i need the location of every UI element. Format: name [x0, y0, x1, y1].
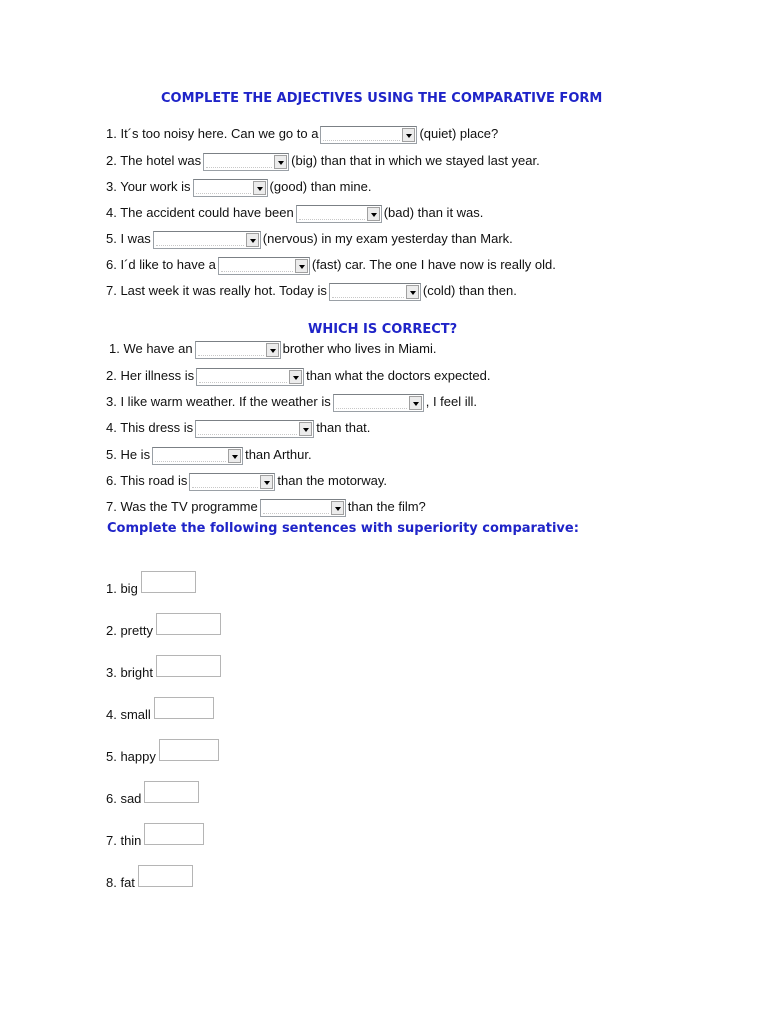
section-2-item-2 [106, 367, 490, 386]
section-1-title: COMPLETE THE ADJECTIVES USING THE COMPARATIVE FORM [161, 91, 603, 106]
sentence-start: 7. Last week it was really hot. Today is [106, 283, 327, 298]
answer-dropdown[interactable] [195, 341, 281, 359]
sentence-start: 6. This road is [106, 473, 188, 488]
section-2-item-7 [106, 498, 426, 517]
sentence-start: 1. We have an [109, 341, 193, 356]
section-3-item-2 [106, 619, 221, 641]
answer-dropdown[interactable] [203, 153, 289, 171]
chevron-down-icon [228, 449, 241, 463]
section-3-item-6 [106, 787, 199, 809]
sentence-end: (big) than that in which we stayed last year. [291, 153, 540, 168]
section-1-item-5 [106, 230, 513, 249]
answer-dropdown[interactable] [152, 447, 243, 465]
section-3-item-1 [106, 577, 196, 599]
answer-dropdown[interactable] [196, 368, 304, 386]
sentence-end: than what the doctors expected. [306, 368, 491, 383]
sentence-end: than Arthur. [245, 447, 312, 462]
word-label: 5. happy [106, 749, 156, 764]
answer-dropdown[interactable] [189, 473, 275, 491]
section-2-item-4 [106, 419, 370, 438]
word-label: 3. bright [106, 665, 153, 680]
answer-input[interactable] [154, 697, 214, 719]
section-3-title: Complete the following sentences with superiority comparative: [107, 521, 579, 536]
sentence-end: (nervous) in my exam yesterday than Mark. [262, 231, 513, 246]
sentence-start: 7. Was the TV programme [106, 499, 258, 514]
chevron-down-icon [367, 207, 380, 221]
answer-dropdown[interactable] [260, 499, 346, 517]
section-1-item-4 [106, 204, 483, 223]
chevron-down-icon [331, 501, 344, 515]
sentence-end: , I feel ill. [425, 394, 478, 409]
sentence-end: (fast) car. The one I have now is really old. [311, 257, 556, 272]
chevron-down-icon [299, 422, 312, 436]
answer-input[interactable] [144, 823, 204, 845]
answer-input[interactable] [141, 571, 196, 593]
section-1-item-6 [106, 256, 556, 275]
chevron-down-icon [253, 181, 266, 195]
chevron-down-icon [402, 128, 415, 142]
chevron-down-icon [266, 343, 279, 357]
word-label: 7. thin [106, 833, 142, 848]
section-2-item-5 [106, 446, 312, 465]
chevron-down-icon [295, 259, 308, 273]
section-1-item-1 [106, 125, 498, 144]
sentence-start: 2. The hotel was [106, 153, 202, 168]
sentence-start: 3. I like warm weather. If the weather is [106, 394, 331, 409]
sentence-end: (bad) than it was. [383, 205, 484, 220]
word-label: 2. pretty [106, 623, 153, 638]
section-2-title: WHICH IS CORRECT? [308, 322, 458, 337]
sentence-end: than that. [316, 420, 371, 435]
chevron-down-icon [246, 233, 259, 247]
section-2-item-1 [109, 340, 436, 359]
answer-dropdown[interactable] [333, 394, 424, 412]
sentence-start: 3. Your work is [106, 179, 191, 194]
sentence-start: 2. Her illness is [106, 368, 195, 383]
answer-dropdown[interactable] [218, 257, 310, 275]
answer-input[interactable] [156, 613, 221, 635]
answer-dropdown[interactable] [296, 205, 382, 223]
sentence-end: (good) than mine. [269, 179, 372, 194]
word-label: 1. big [106, 581, 138, 596]
section-1-item-7 [106, 282, 517, 301]
answer-input[interactable] [156, 655, 221, 677]
answer-dropdown[interactable] [193, 179, 268, 197]
sentence-end: than the film? [347, 499, 426, 514]
chevron-down-icon [260, 475, 273, 489]
sentence-start: 1. It´s too noisy here. Can we go to a [106, 126, 319, 141]
answer-dropdown[interactable] [153, 231, 261, 249]
answer-input[interactable] [159, 739, 219, 761]
section-2-item-3 [106, 393, 477, 412]
word-label: 4. small [106, 707, 151, 722]
section-3-item-3 [106, 661, 221, 683]
answer-input[interactable] [138, 865, 193, 887]
section-1-item-3 [106, 178, 371, 197]
sentence-start: 5. He is [106, 447, 151, 462]
section-1-item-2 [106, 152, 540, 171]
chevron-down-icon [289, 370, 302, 384]
word-label: 6. sad [106, 791, 142, 806]
section-2-item-6 [106, 472, 387, 491]
sentence-end: (cold) than then. [422, 283, 517, 298]
sentence-start: 6. I´d like to have a [106, 257, 216, 272]
sentence-end: brother who lives in Miami. [282, 341, 437, 356]
section-3-item-8 [106, 871, 193, 893]
sentence-end: (quiet) place? [419, 126, 499, 141]
sentence-start: 4. This dress is [106, 420, 194, 435]
answer-dropdown[interactable] [195, 420, 314, 438]
sentence-end: than the motorway. [277, 473, 388, 488]
word-label: 8. fat [106, 875, 135, 890]
chevron-down-icon [406, 285, 419, 299]
sentence-start: 4. The accident could have been [106, 205, 294, 220]
sentence-start: 5. I was [106, 231, 151, 246]
section-3-item-4 [106, 703, 214, 725]
section-3-item-7 [106, 829, 204, 851]
chevron-down-icon [409, 396, 422, 410]
chevron-down-icon [274, 155, 287, 169]
answer-dropdown[interactable] [329, 283, 421, 301]
section-3-item-5 [106, 745, 219, 767]
answer-input[interactable] [144, 781, 199, 803]
answer-dropdown[interactable] [320, 126, 417, 144]
